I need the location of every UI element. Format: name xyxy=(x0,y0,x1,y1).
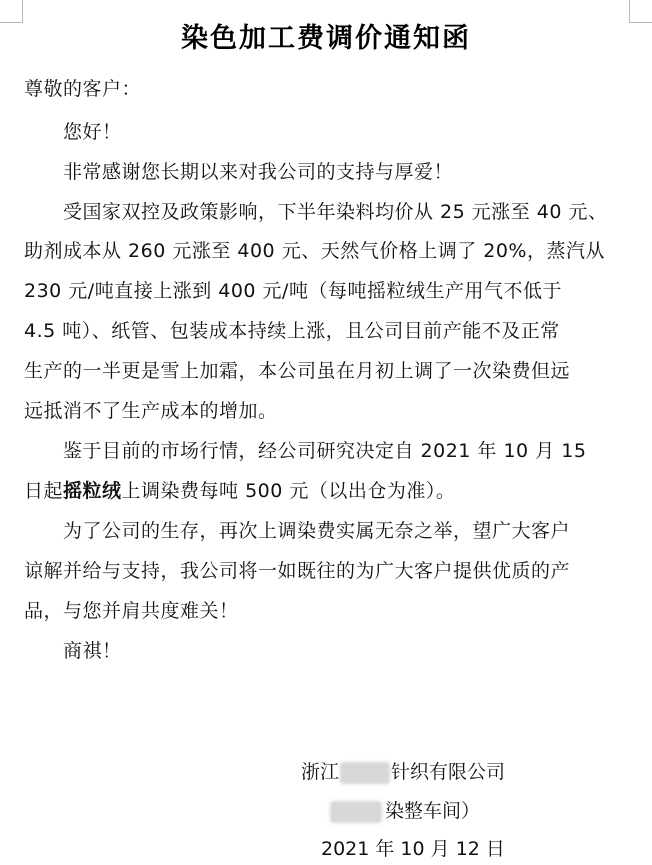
body-line: 受国家双控及政策影响，下半年染料均价从 25 元涨至 40 元、 xyxy=(63,201,608,223)
body-line: 为了公司的生存，再次上调染费实属无奈之举，望广大客户 xyxy=(63,520,571,542)
body-line: 品，与您并肩共度难关！ xyxy=(24,600,239,622)
body-line: 生产的一半更是雪上加霜，本公司虽在月初上调了一次染费但远 xyxy=(24,360,571,382)
body-line: 谅解并给与支持，我公司将一如既往的为广大客户提供优质的产 xyxy=(24,560,571,582)
text-run: 日起 xyxy=(24,480,64,502)
company-suffix: 针织有限公司 xyxy=(391,761,506,783)
body-line: 4.5 吨）、纸管、包装成本持续上涨，且公司目前产能不及正常 xyxy=(24,320,560,342)
document-title: 染色加工费调价通知函 xyxy=(181,23,471,54)
body-line: 远抵消不了生产成本的增加。 xyxy=(24,400,278,422)
body-line xyxy=(24,476,455,503)
company-prefix: 浙江 xyxy=(301,761,340,783)
signature-department xyxy=(330,796,480,823)
redacted-company-name xyxy=(340,762,390,784)
greeting: 您好！ xyxy=(63,121,122,143)
thanks-paragraph: 非常感谢您长期以来对我公司的支持与厚爱！ xyxy=(63,161,454,183)
bold-product-name: 摇粒绒 xyxy=(63,480,122,502)
body-line: 230 元/吨直接上涨到 400 元/吨（每吨摇粒绒生产用气不低于 xyxy=(24,280,562,302)
closing: 商祺！ xyxy=(63,640,122,662)
salutation: 尊敬的客户： xyxy=(24,78,142,100)
text-run: 上调染费每吨 500 元（以出仓为准）。 xyxy=(121,480,456,502)
body-line: 鉴于目前的市场行情，经公司研究决定自 2021 年 10 月 15 xyxy=(63,440,587,462)
redacted-department-name xyxy=(330,801,382,823)
body-line: 助剂成本从 260 元涨至 400 元、天然气价格上调了 20%，蒸汽从 xyxy=(24,240,605,262)
signature-date: 2021 年 10 月 12 日 xyxy=(321,838,505,860)
signature-company xyxy=(301,757,505,784)
department-suffix: 染整车间） xyxy=(385,800,481,822)
